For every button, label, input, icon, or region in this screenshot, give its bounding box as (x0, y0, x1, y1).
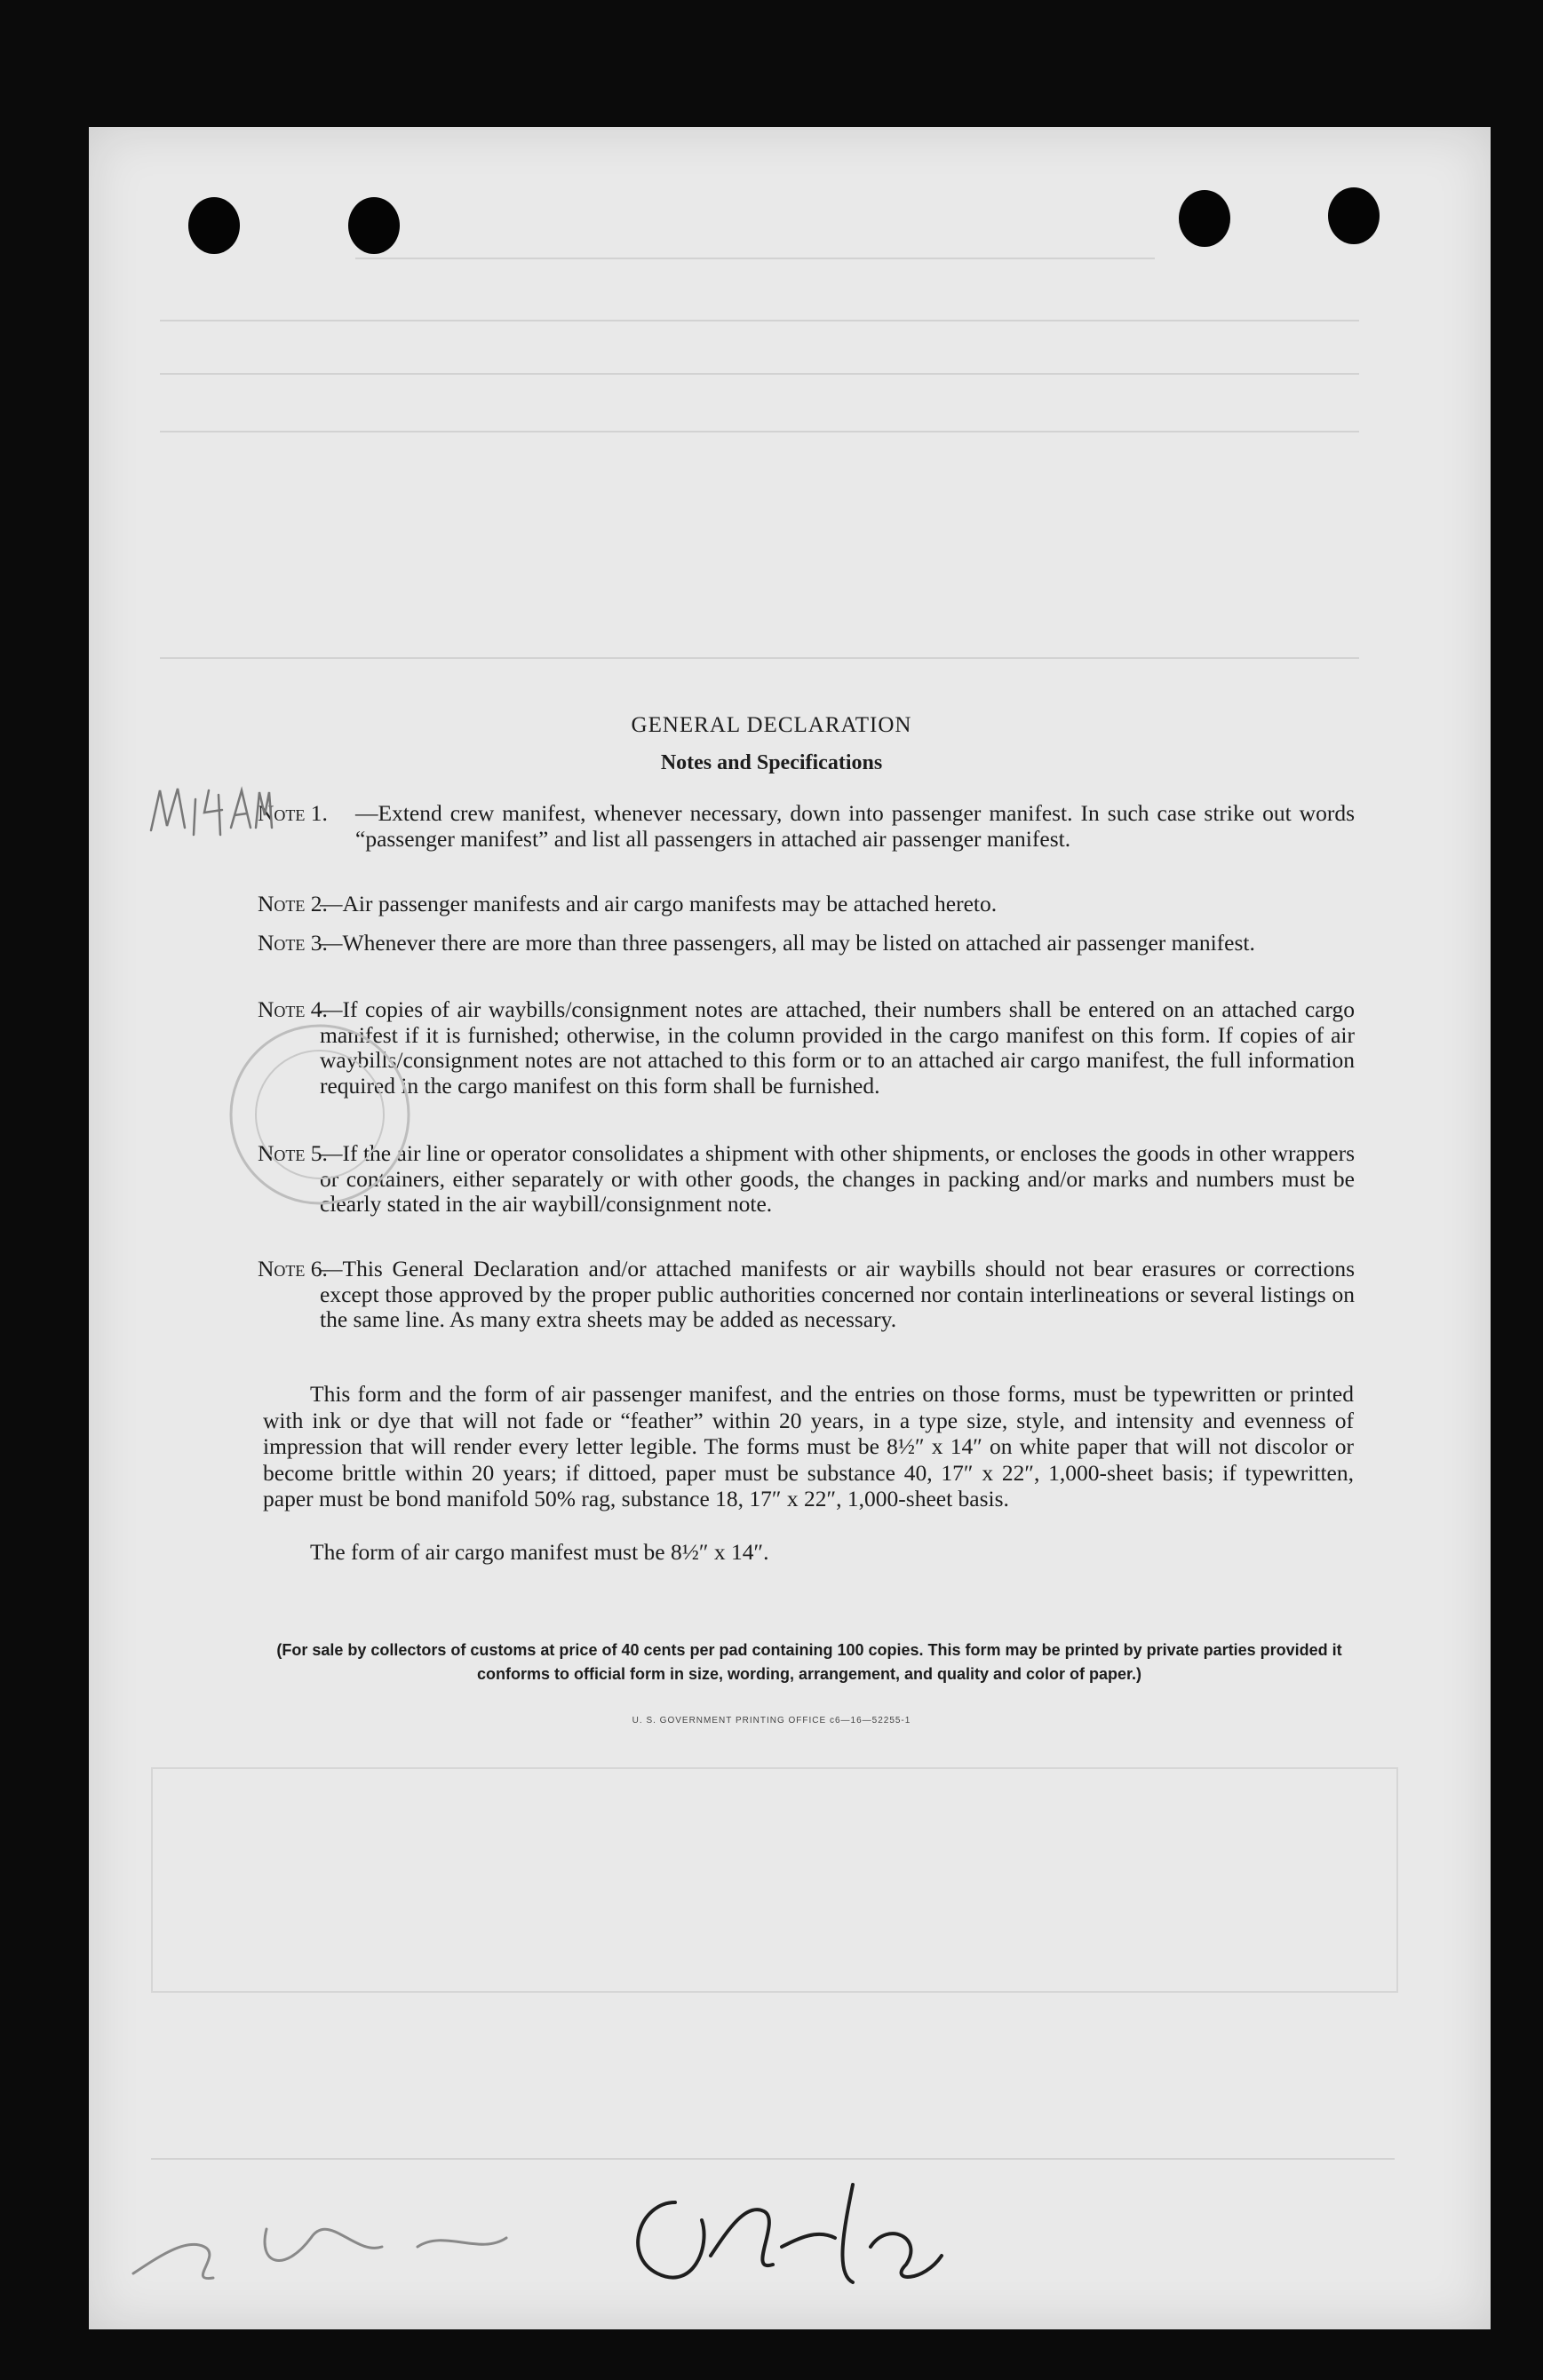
note-3 (258, 931, 1355, 956)
handwritten-margin-note (142, 764, 275, 844)
form-subtitle: Notes and Specifications (660, 751, 883, 774)
note-text: —Extend crew manifest, whenever necessary, down into passenger manifest. In such case strike out words “passenger manifest” and list all passengers in attached air passenger manifest. (355, 800, 1355, 852)
punch-hole-3 (1179, 190, 1230, 247)
bleed-through-table (151, 1767, 1398, 1993)
note-4 (258, 997, 1355, 1099)
note-label: Note 6. (258, 1256, 328, 1281)
form-title: GENERAL DECLARATION (631, 713, 912, 737)
bleed-through-line (160, 320, 1359, 321)
bleed-through-line (160, 373, 1359, 375)
punch-hole-2 (348, 197, 400, 254)
note-label: Note 2. (258, 891, 328, 916)
note-text: —If copies of air waybills/consignment notes are attached, their numbers shall be entered on an attached cargo manifest if it is furnished; otherwise, in the column provided in the cargo manifest on this form. If copies of air waybills/consignment notes are not attached to this form or to an attached air cargo manifest, the full information required in the cargo manifest on this form shall be furnished. (320, 996, 1355, 1099)
bleed-through-line (355, 258, 1155, 259)
note-text: —If the air line or operator consolidates a shipment with other shipments, or encloses the goods in other wrappers or containers, either separately or with other goods, the changes in packing and/or marks and numbers must be clearly stated in the air waybill/consignment note. (320, 1140, 1355, 1217)
punch-hole-4 (1328, 187, 1380, 244)
note-text: —Air passenger manifests and air cargo manifests may be attached hereto. (320, 891, 998, 916)
note-label: Note 5. (258, 1140, 328, 1166)
note-text: —Whenever there are more than three passengers, all may be listed on attached air passenger manifest. (320, 930, 1255, 956)
punch-hole-1 (188, 197, 240, 254)
note-label: Note 3. (258, 930, 328, 956)
printer-imprint: U. S. GOVERNMENT PRINTING OFFICE c6—16—52255-1 (632, 1716, 911, 1726)
document-page (89, 127, 1491, 2329)
note-label: Note 4. (258, 996, 328, 1022)
faint-stamp (218, 1012, 422, 1217)
note-label: Note 1. (258, 800, 328, 826)
bleed-through-line (160, 657, 1359, 659)
note-1 (258, 801, 1355, 852)
note-2 (258, 892, 1355, 917)
note-6 (258, 1257, 1355, 1333)
signature (124, 2149, 1057, 2309)
cargo-manifest-size: The form of air cargo manifest must be 8½″ x 14″. (310, 1539, 769, 1565)
specification-paragraph: This form and the form of air passenger manifest, and the entries on those forms, must be typewritten or printed with ink or dye that will not fade or “feather” within 20 years, in a type size, style, and intensity and evenness of impression that will render every letter legible. The forms must be 8½″ x 14″ on white paper that will not discolor or become brittle within 20 years; if dittoed, paper must be substance 40, 17″ x 22″, 1,000-sheet basis; if typewritten, paper must be bond manifold 50% rag, substance 18, 17″ x 22″, 1,000-sheet basis. (263, 1381, 1354, 1511)
note-5 (258, 1141, 1355, 1218)
sale-note: (For sale by collectors of customs at price of 40 cents per pad containing 100 copies. This form may be printed by private parties provided it conforms to official form in size, wording, arrangement, and quality and color of paper.) (276, 1641, 1342, 1683)
bleed-through-line (160, 431, 1359, 432)
note-text: —This General Declaration and/or attached manifests or air waybills should not bear erasures or corrections except those approved by the proper public authorities concerned nor contain interlineations or several listings on the same line. As many extra sheets may be added as necessary. (320, 1256, 1355, 1332)
